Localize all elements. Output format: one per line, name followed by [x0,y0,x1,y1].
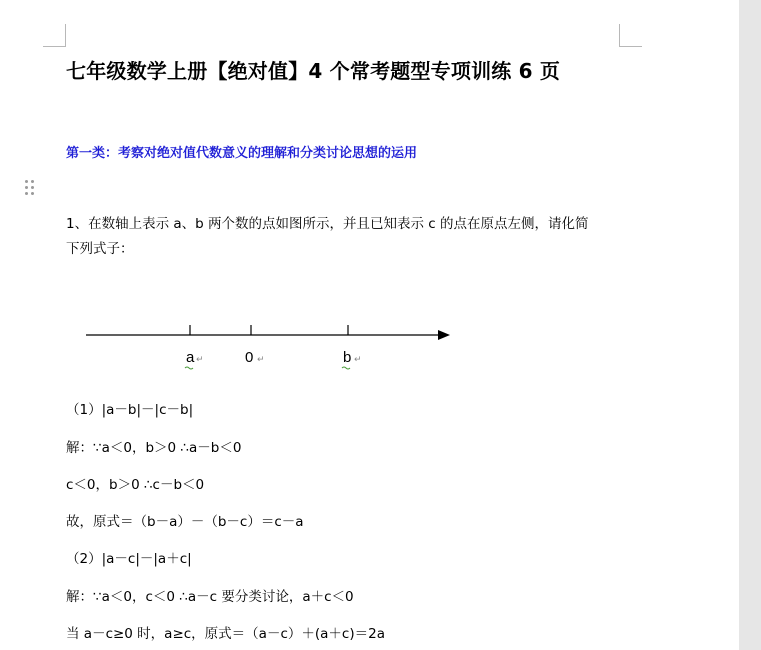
solution-line: 解：∵a＜0，b＞0 ∴a－b＜0 [66,440,242,456]
return-mark: ↵ [354,355,362,365]
label-a: a [186,349,195,366]
spellcheck-underline [342,367,350,369]
margin-corner-top-left [43,24,66,47]
label-zero: 0 [245,349,254,366]
drag-handle-icon[interactable] [25,180,37,198]
number-line-figure [80,318,460,378]
document-title: 七年级数学上册【绝对值】4 个常考题型专项训练 6 页 [66,59,561,83]
spellcheck-underline [185,367,193,369]
section-heading: 第一类：考察对绝对值代数意义的理解和分类讨论思想的运用 [66,146,418,161]
return-mark: ↵ [196,355,204,365]
solution-line: c＜0，b＞0 ∴c－b＜0 [66,477,205,493]
solution-line: 解：∵a＜0，c＜0 ∴a－c 要分类讨论，a＋c＜0 [66,589,354,605]
solution-line: （2）|a－c|－|a＋c| [66,551,192,567]
scroll-gutter[interactable] [739,0,761,650]
number-line-arrow [438,330,450,340]
solution-line: （1）|a－b|－|c－b| [66,402,194,418]
return-mark: ↵ [257,355,265,365]
solution-line: 故，原式＝（b－a）－（b－c）＝c－a [66,514,304,530]
margin-corner-top-right [619,24,642,47]
label-b: b [343,349,352,366]
question-text-line-2: 下列式子： [66,241,134,257]
solution-line: 当 a－c≥0 时，a≥c，原式＝（a－c）＋(a＋c)＝2a [66,626,385,642]
question-text-line-1: 1、在数轴上表示 a、b 两个数的点如图所示，并且已知表示 c 的点在原点左侧，请化简 [66,216,589,232]
